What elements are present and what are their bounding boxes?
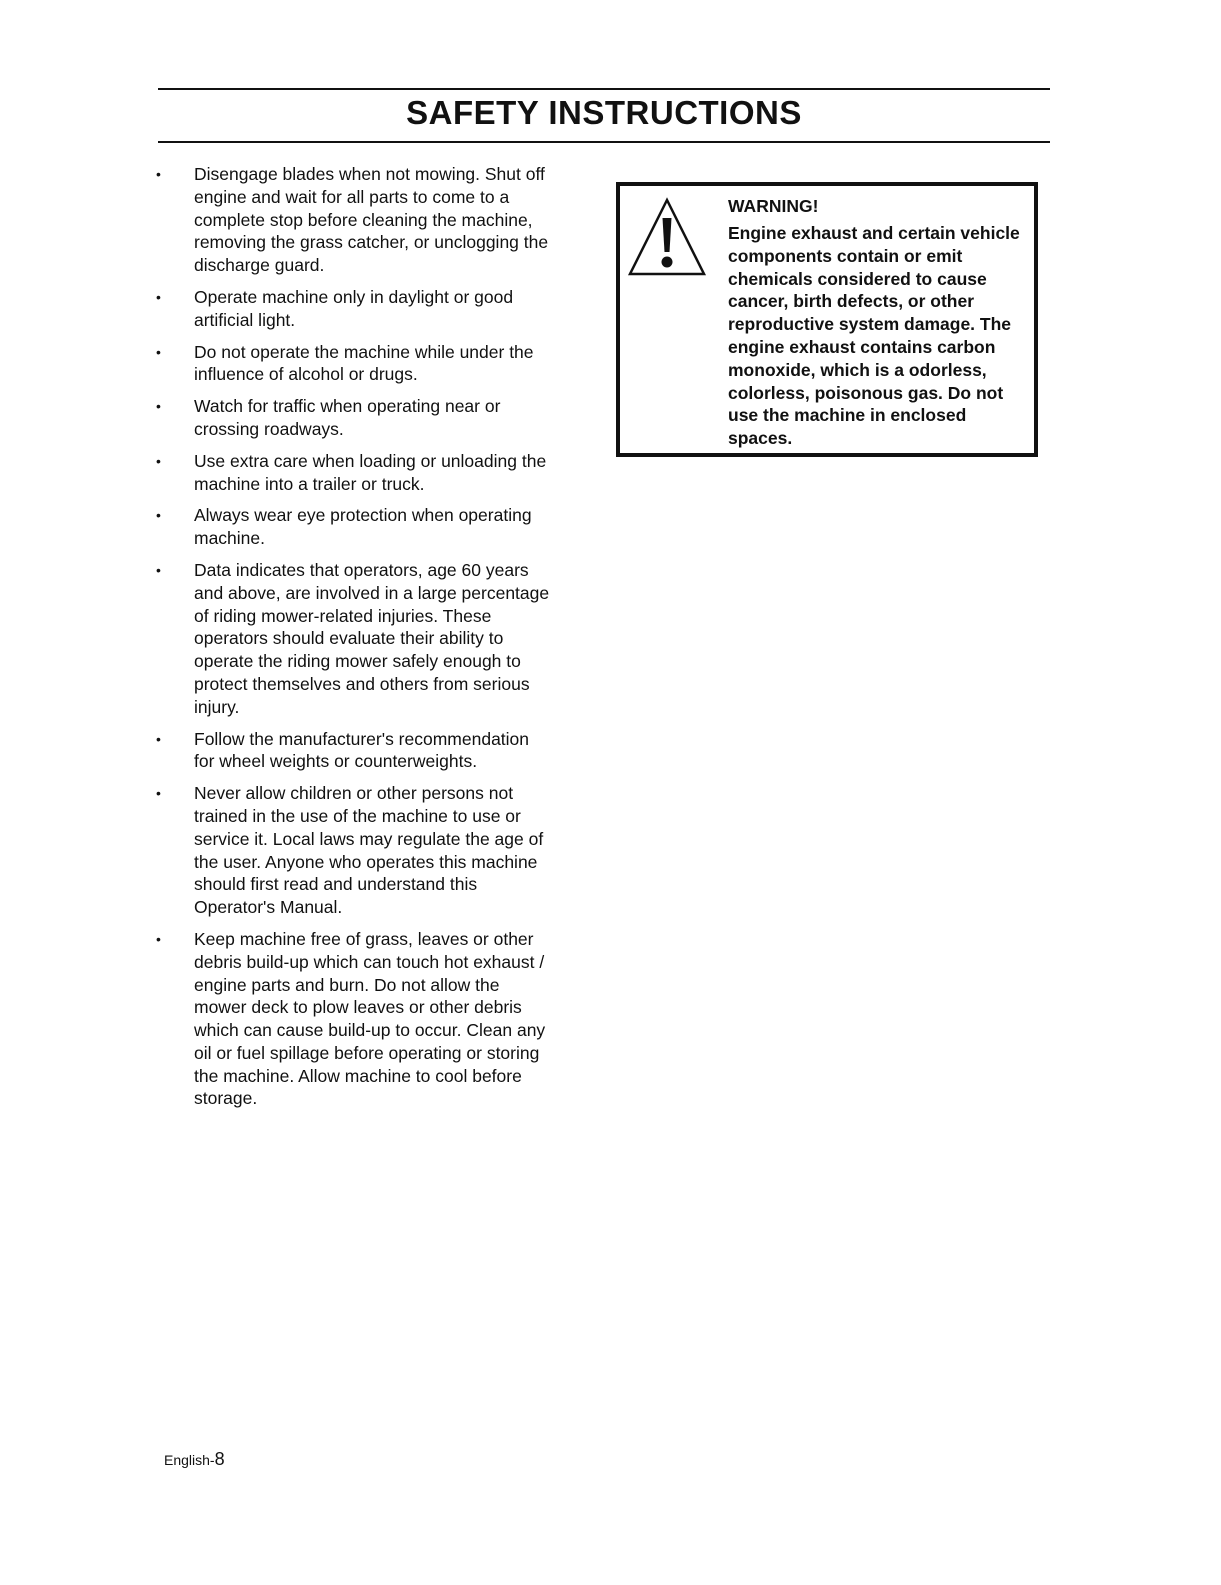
warning-heading: WARNING!	[728, 196, 819, 216]
bullet-item	[150, 341, 550, 387]
bullet-dot: •	[156, 561, 161, 578]
bullet-text: Operate machine only in daylight or good artificial light.	[194, 286, 514, 330]
bullet-dot: •	[156, 507, 161, 524]
page-footer	[164, 1449, 225, 1470]
footer-label: English-	[164, 1452, 215, 1468]
bullet-dot: •	[156, 452, 161, 469]
bullet-text: Keep machine free of grass, leaves or other debris build-up which can touch hot exhaust / engine parts and burn. Do not allow the mower deck to plow leaves or other debris which can cause build-up to occur. Clean any oil or fuel spillage before operating or storing the machine. Allow machine to cool before storage.	[194, 928, 546, 1109]
bullet-item	[150, 395, 550, 441]
bullet-item	[150, 163, 550, 277]
bullet-text: Never allow children or other persons not trained in the use of the machine to use or service it. Local laws may regulate the age of the user. Anyone who operates this machine should first read and understand this Operator's Manual.	[194, 783, 544, 918]
page-title: SAFETY INSTRUCTIONS	[406, 94, 802, 131]
bullet-item	[150, 782, 550, 919]
bullet-dot: •	[156, 166, 161, 182]
bullet-dot: •	[156, 730, 161, 747]
bullet-text: Follow the manufacturer's recommendation for wheel weights or counterweights.	[194, 728, 530, 772]
bullet-item	[150, 504, 550, 550]
bullet-text: Use extra care when loading or unloading the machine into a trailer or truck.	[194, 450, 547, 494]
warning-triangle-icon	[626, 196, 708, 278]
bullet-dot: •	[156, 288, 161, 305]
header-top-rule	[158, 88, 1050, 90]
warning-text: Engine exhaust and certain vehicle components contain or emit chemicals considered to cause cancer, birth defects, or other reproductive system damage. The engine exhaust contains carbon monoxide, which is a odorless, colorless, poisonous gas. Do not use the machine in enclosed spaces.	[728, 223, 1020, 449]
bullet-dot: •	[156, 398, 161, 415]
bullet-item	[150, 450, 550, 496]
bullet-text: Do not operate the machine while under the influence of alcohol or drugs.	[194, 341, 534, 385]
bullet-dot: •	[156, 930, 161, 947]
bullet-text: Always wear eye protection when operating machine.	[194, 505, 532, 549]
page-number: 8	[214, 1449, 225, 1469]
warning-box	[616, 182, 1038, 457]
bullet-text: Watch for traffic when operating near or crossing roadways.	[194, 396, 501, 439]
safety-bullet-list	[150, 163, 550, 1119]
bullet-item	[150, 928, 550, 1110]
bullet-dot: •	[156, 343, 161, 360]
header-bottom-rule	[158, 141, 1050, 143]
bullet-dot: •	[156, 785, 161, 802]
bullet-item	[150, 286, 550, 332]
bullet-text: Data indicates that operators, age 60 years and above, are involved in a large percentage of riding mower-related injuries. These operators should evaluate their ability to operate the riding mower safely enough to protect themselves and others from serious injury.	[194, 559, 550, 717]
bullet-item	[150, 728, 550, 774]
bullet-text: Disengage blades when not mowing. Shut off engine and wait for all parts to come to a complete stop before cleaning the machine, removing the grass catcher, or unclogging the discharge guard.	[194, 164, 549, 276]
bullet-item	[150, 559, 550, 719]
